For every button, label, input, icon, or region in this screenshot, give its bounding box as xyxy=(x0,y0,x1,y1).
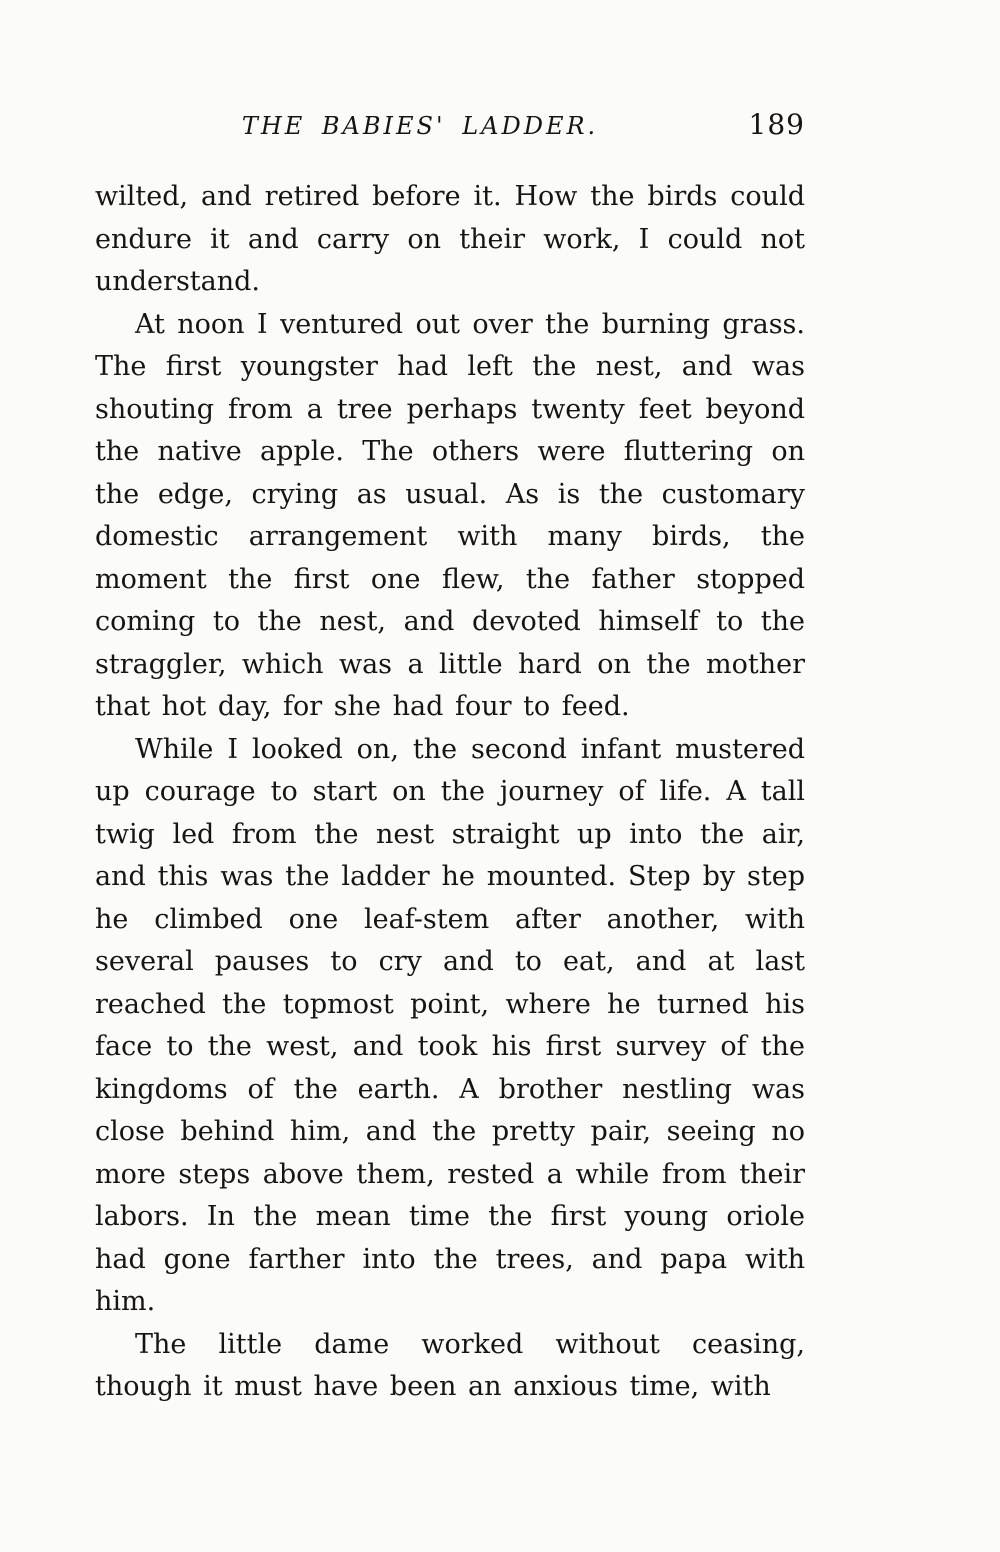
page-number: 189 xyxy=(748,108,805,141)
paragraph-3: While I looked on, the second infant mustered up courage to start on the journey of life. A tall twig led from the nest straight up into the air, and this was the ladder he mounted. Step by step he climbed one leaf-stem after another, with several pauses to cry and to eat, and at last reached the topmost point, where he turned his face to the west, and took his first survey of the kingdoms of the earth. A brother nestling was close behind him, and the pretty pair, seeing no more steps above them, rested a while from their labors. In the mean time the first young oriole had gone farther into the trees, and papa with him. xyxy=(95,733,805,1317)
paragraph-2: At noon I ventured out over the burning grass. The first youngster had left the nest, and was shouting from a tree perhaps twenty feet beyond the native apple. The others were fluttering on the edge, crying as usual. As is the customary domestic arrangement with many birds, the moment the first one flew, the father stopped coming to the nest, and devoted himself to the straggler, which was a little hard on the mother that hot day, for she had four to feed. xyxy=(95,308,805,722)
page-body xyxy=(95,176,805,1409)
paragraph-1: wilted, and retired before it. How the birds could endure it and carry on their work, I could not understand. xyxy=(95,181,805,297)
page-header xyxy=(95,108,805,158)
running-title: THE BABIES' LADDER. xyxy=(241,112,599,140)
paragraph-4: The little dame worked without ceasing, though it must have been an anxious time, with xyxy=(95,1328,805,1402)
